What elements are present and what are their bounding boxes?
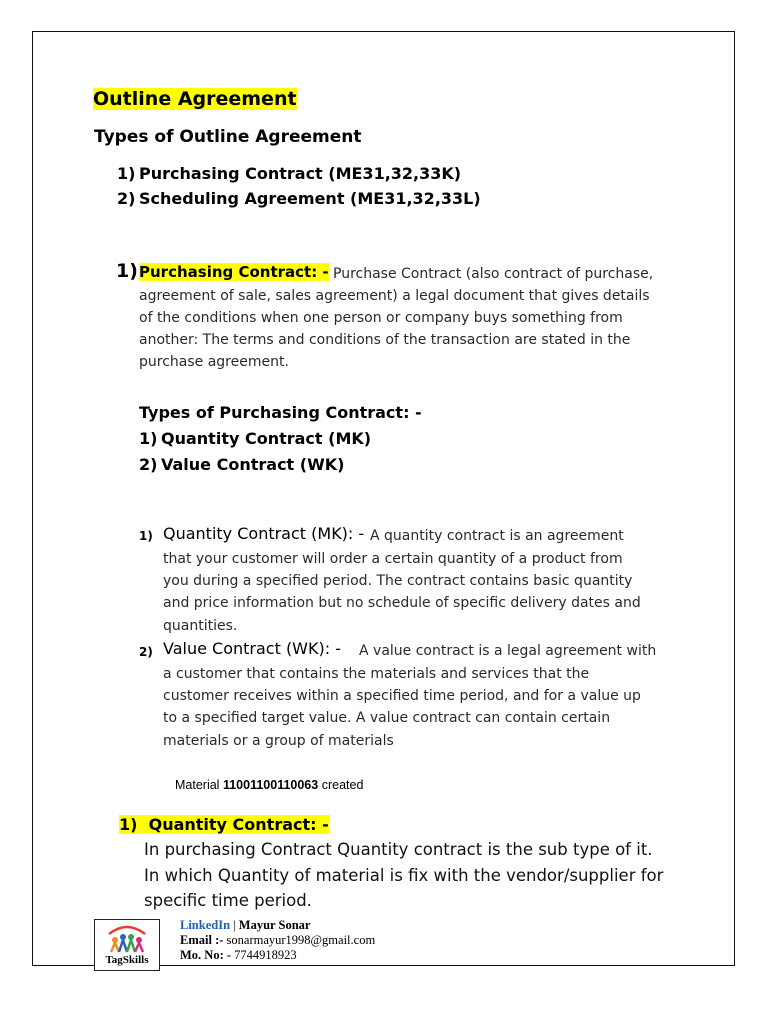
purchasing-number: 1): [116, 260, 138, 282]
material-note-prefix: Material: [175, 778, 220, 792]
types-heading: Types of Outline Agreement: [94, 127, 362, 147]
email-value[interactable]: sonarmayur1998@gmail.com: [226, 933, 376, 947]
quantity-contract-heading: Quantity Contract (MK): -: [163, 524, 365, 543]
pc-types-item: 1) Quantity Contract (MK): [139, 429, 372, 448]
value-contract-number: 2): [139, 645, 153, 659]
purchasing-text-line: agreement of sale, sales agreement) a legal document that gives details: [139, 288, 650, 304]
qc-section-heading: [119, 815, 329, 834]
qc-section-line: specific time period.: [144, 891, 312, 910]
purchasing-text-line: purchase agreement.: [139, 354, 289, 370]
author-name: Mayur Sonar: [238, 918, 311, 932]
material-number: 11001100110063: [222, 778, 319, 792]
quantity-contract-line: that your customer will order a certain quantity of a product from: [163, 551, 623, 567]
qc-section-title: Quantity Contract: -: [148, 815, 329, 834]
value-contract-line: customer receives within a specified time period, and for a value up: [163, 688, 641, 704]
quantity-contract-line: quantities.: [163, 618, 238, 634]
value-contract-line: a customer that contains the materials and services that the: [163, 666, 590, 682]
value-contract-line: A value contract is a legal agreement with: [359, 643, 657, 659]
qc-section-line: In purchasing Contract Quantity contract is the sub type of it.: [144, 840, 653, 859]
tagskills-logo: [94, 919, 160, 971]
separator: |: [233, 918, 236, 932]
mobile-label: Mo. No: -: [180, 948, 232, 962]
email-label: Email :-: [180, 933, 224, 947]
material-note: [175, 778, 363, 792]
quantity-contract-line: you during a specified period. The contract contains basic quantity: [163, 573, 633, 589]
document-title: Outline Agreement: [93, 88, 297, 110]
purchasing-text-line: of the conditions when one person or company buys something from: [139, 310, 623, 326]
linkedin-link[interactable]: LinkedIn: [180, 918, 231, 932]
value-contract-heading: Value Contract (WK): -: [163, 639, 341, 658]
types-list-item: 1) Purchasing Contract (ME31,32,33K): [117, 164, 462, 183]
logo-text: TagSkills: [105, 954, 149, 966]
footer-linkedin-line: [180, 918, 310, 933]
footer-email-line: [180, 933, 375, 948]
value-contract-line: to a specified target value. A value contract can contain certain: [163, 710, 611, 726]
types-list-item: 2) Scheduling Agreement (ME31,32,33L): [117, 189, 481, 208]
pc-types-item: 2) Value Contract (WK): [139, 455, 345, 474]
quantity-contract-number: 1): [139, 529, 153, 543]
mobile-value: 7744918923: [234, 948, 297, 962]
value-contract-line: materials or a group of materials: [163, 733, 394, 749]
quantity-contract-line: and price information but no schedule of specific delivery dates and: [163, 595, 641, 611]
quantity-contract-line: A quantity contract is an agreement: [370, 528, 624, 544]
purchasing-heading: Purchasing Contract: -: [139, 263, 329, 281]
material-note-suffix: created: [321, 778, 364, 792]
qc-section-number: 1): [119, 815, 138, 834]
people-icon: [95, 922, 159, 956]
footer-mobile-line: [180, 948, 297, 963]
purchasing-text-line: Purchase Contract (also contract of purchase,: [333, 266, 654, 282]
pc-types-heading: Types of Purchasing Contract: -: [139, 403, 422, 422]
purchasing-text-line: another: The terms and conditions of the transaction are stated in the: [139, 332, 631, 348]
qc-section-line: In which Quantity of material is fix with the vendor/supplier for: [144, 866, 664, 885]
